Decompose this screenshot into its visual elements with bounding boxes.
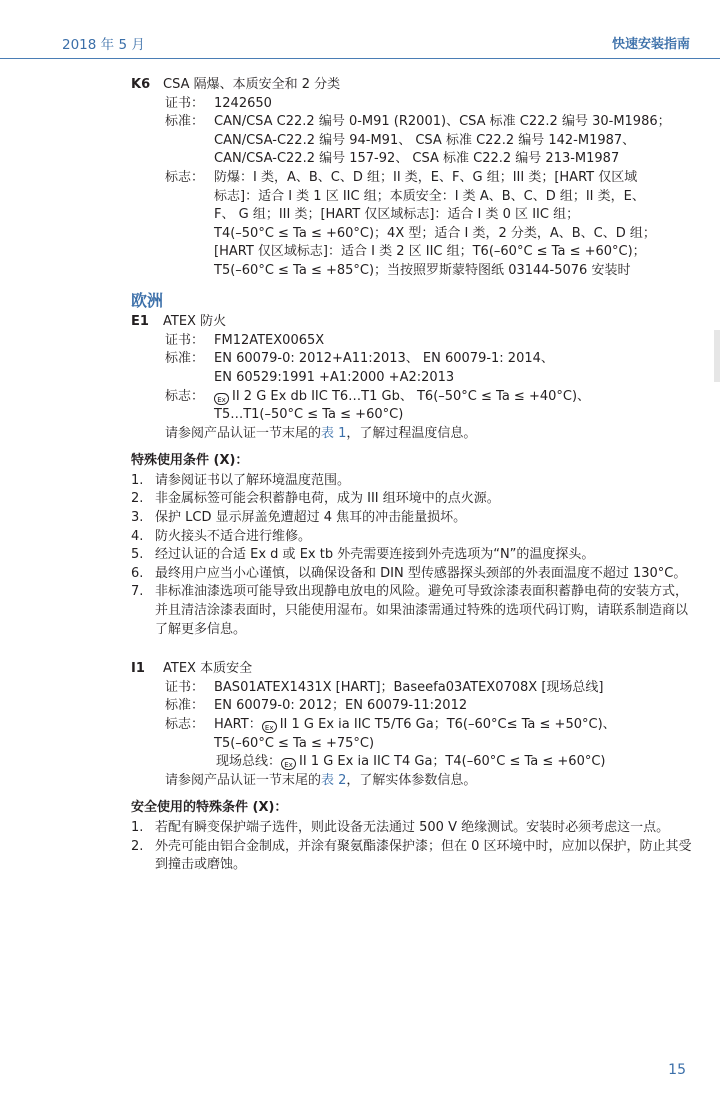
spacer: [131, 639, 696, 660]
note-text: ，了解过程温度信息。: [346, 425, 477, 441]
table-2-link[interactable]: 表 2: [321, 772, 347, 788]
section-code: E1: [131, 314, 149, 330]
certificate-label: 证书：: [165, 679, 205, 695]
item-number: 2.: [131, 838, 144, 854]
item-text: 外壳可能由铝合金制成，并涂有聚氨酯漆保护漆；但在 0 区环境中时，应加以保护，防止其受到撞击或磨蚀。: [155, 838, 692, 873]
list-item: [131, 546, 696, 565]
certificate-value: FM12ATEX0065X: [214, 332, 325, 348]
standards-label: 标准：: [165, 698, 205, 714]
header-date: 2018 年 5 月: [62, 37, 145, 53]
certificate-label: 证书：: [165, 95, 205, 111]
marking-line: T5…T1(–50°C ≤ Ta ≤ +60°C): [214, 407, 404, 423]
marking-line: F、 G 组；III 类；[HART 仅区域标志]：适合 I 类 0 区 IIC 组；: [214, 207, 580, 223]
section-k6: [131, 76, 696, 281]
section-title: CSA 隔爆、本质安全和 2 分类: [163, 77, 341, 92]
standards-row: [163, 113, 696, 169]
page-number: 15: [668, 1062, 686, 1078]
marking-text: II 2 G Ex db IIC T6…T1 Gb、 T6(–50°C ≤ Ta ≤ +40°C)、: [232, 388, 591, 404]
side-tab: [714, 330, 720, 382]
item-number: 2.: [131, 491, 144, 507]
item-text: 非标准油漆选项可能导致出现静电放电的风险。避免可导致涂漆表面积蓄静电荷的安装方式，并且清洁涂漆表面时，只能使用湿布。如果油漆需通过特殊的选项代码订购，请联系制造商以了解更多信息。: [155, 584, 689, 637]
marking-label: 标志：: [165, 388, 205, 404]
standards-line: CAN/CSA C22.2 编号 0-M91 (R2001)、CSA 标准 C22.2 编号 30-M1986；: [214, 114, 671, 130]
special-conditions-list: [131, 819, 696, 875]
marking-line: [214, 388, 696, 407]
marking-text: II 1 G Ex ia IIC T5/T6 Ga；T6(–60°C≤ Ta ≤ +50°C)、: [279, 717, 616, 732]
certificate-label: 证书：: [165, 332, 205, 348]
item-text: 若配有瞬变保护端子选件，则此设备无法通过 500 V 绝缘测试。安装时必须考虑这一点。: [155, 819, 670, 835]
note-text: 请参阅产品认证一节末尾的: [165, 772, 322, 788]
marking-line: [HART 仅区域标志]：适合 I 类 2 区 IIC 组；T6(–60°C ≤ Ta ≤ +60°C)；: [214, 244, 646, 260]
standards-label: 标准：: [165, 351, 205, 367]
section-code: I1: [131, 661, 145, 677]
marking-row: [163, 169, 696, 281]
section-e1: [131, 313, 696, 443]
certificate-value: 1242650: [214, 95, 272, 111]
standards-label: 标准：: [165, 114, 205, 130]
standards-row: [163, 350, 696, 387]
region-heading-europe: 欧洲: [131, 290, 164, 310]
marking-line: [214, 716, 696, 735]
special-conditions-list: [131, 472, 696, 639]
marking-line: T5(–60°C ≤ Ta ≤ +75°C): [214, 735, 375, 751]
header-title: 快速安装指南: [611, 37, 690, 52]
note-text: 请参阅产品认证一节末尾的: [165, 425, 322, 441]
item-number: 1.: [131, 472, 144, 488]
marking-row: [163, 388, 696, 425]
document-body: [131, 76, 696, 875]
section-i1: [131, 660, 696, 790]
reference-note: [163, 425, 696, 444]
list-item: [131, 490, 696, 509]
reference-note: [163, 772, 696, 791]
list-item: [131, 838, 696, 875]
item-text: 保护 LCD 显示屏盖免遭超过 4 焦耳的冲击能量损坏。: [155, 510, 467, 526]
special-conditions-heading: 安全使用的特殊条件 (X)：: [131, 800, 288, 816]
item-text: 防火接头不适合进行维修。: [155, 528, 312, 544]
standards-line: EN 60529:1991 +A1:2000 +A2:2013: [214, 369, 455, 385]
standards-value: [214, 113, 696, 169]
section-code: K6: [131, 77, 151, 92]
standards-value: EN 60079-0: 2012；EN 60079-11:2012: [214, 698, 468, 714]
item-number: 5.: [131, 547, 144, 563]
item-text: 请参阅证书以了解环境温度范围。: [155, 472, 351, 488]
fieldbus-label: 现场总线：: [216, 754, 282, 770]
item-text: 非金属标签可能会积蓄静电荷，成为 III 组环境中的点火源。: [155, 491, 500, 507]
marking-line: T5(–60°C ≤ Ta ≤ +85°C)；当按照罗斯蒙特图纸 03144-5076 安装时: [214, 262, 631, 278]
section-title: ATEX 防火: [163, 314, 227, 330]
list-item: [131, 565, 696, 584]
item-number: 1.: [131, 819, 144, 835]
hart-label: HART：: [214, 717, 262, 732]
standards-line: CAN/CSA-C22.2 编号 94-M91、 CSA 标准 C22.2 编号 142-M1987、: [214, 132, 636, 148]
ex-hexagon-icon: Ex: [262, 721, 277, 733]
list-item: [131, 509, 696, 528]
certificate-value: BAS01ATEX1431X [HART]；Baseefa03ATEX0708X [现场总线]: [214, 679, 604, 695]
table-1-link[interactable]: 表 1: [321, 425, 347, 441]
marking-label: 标志：: [165, 717, 205, 732]
marking-value: [214, 388, 696, 425]
standards-value: [214, 350, 696, 387]
list-item: [131, 472, 696, 491]
marking-value: [214, 169, 696, 281]
marking-line: 防爆：I 类，A、B、C、D 组；II 类，E、F、G 组；III 类；[HART 仅区域: [214, 169, 638, 185]
marking-row: [163, 716, 696, 772]
standards-row: [163, 697, 696, 716]
certificate-row: [163, 95, 696, 114]
list-item: [131, 819, 696, 838]
marking-value: [214, 716, 696, 772]
marking-text: II 1 G Ex ia IIC T4 Ga；T4(–60°C ≤ Ta ≤ +60°C): [299, 754, 606, 770]
certificate-row: [163, 332, 696, 351]
ex-hexagon-icon: Ex: [214, 393, 229, 405]
item-number: 6.: [131, 565, 144, 581]
item-text: 经过认证的合适 Ex d 或 Ex tb 外壳需要连接到外壳选项为“N”的温度探头。: [155, 547, 595, 563]
header-rule: [0, 58, 720, 59]
item-number: 4.: [131, 528, 144, 544]
marking-line: 标志]：适合 I 类 1 区 IIC 组；本质安全：I 类 A、B、C、D 组；II 类，E、: [214, 188, 645, 204]
ex-hexagon-icon: Ex: [281, 758, 296, 770]
marking-line: T4(–50°C ≤ Ta ≤ +60°C)；4X 型；适合 I 类，2 分类，A、B、C、D 组；: [214, 225, 656, 241]
standards-line: CAN/CSA-C22.2 编号 157-92、 CSA 标准 C22.2 编号 213-M1987: [214, 151, 620, 167]
special-conditions-heading: 特殊使用条件 (X)：: [131, 453, 249, 469]
item-number: 7.: [131, 584, 144, 600]
marking-line: [214, 753, 696, 772]
section-title: ATEX 本质安全: [163, 661, 253, 677]
standards-line: EN 60079-0: 2012+A11:2013、 EN 60079-1: 2014、: [214, 351, 554, 367]
page-header: [0, 0, 720, 60]
note-text: ，了解实体参数信息。: [346, 772, 477, 788]
list-item: [131, 528, 696, 547]
certificate-row: [163, 679, 696, 698]
list-item: [131, 583, 696, 639]
item-number: 3.: [131, 510, 144, 526]
item-text: 最终用户应当小心谨慎，以确保设备和 DIN 型传感器探头颈部的外表面温度不超过 130°C。: [155, 565, 687, 581]
marking-label: 标志：: [165, 169, 205, 185]
